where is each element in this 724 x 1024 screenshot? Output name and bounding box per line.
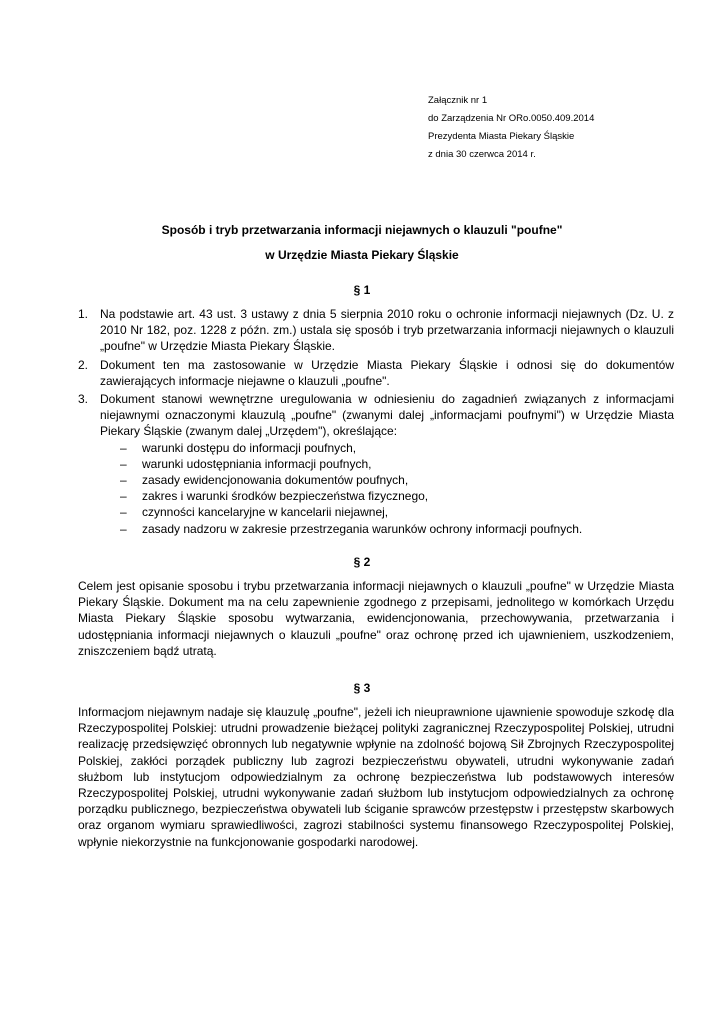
section-3-mark: § 3 (353, 681, 371, 695)
header-ordinance-number: do Zarządzenia Nr ORo.0050.409.2014 (428, 113, 595, 124)
title-line-2: w Urzędzie Miasta Piekary Śląskie (265, 248, 459, 262)
list-item-number: 1. (78, 307, 89, 321)
bullet-text: zasady nadzoru w zakresie przestrzegania warunków ochrony informacji poufnych. (142, 521, 583, 536)
list-item (78, 357, 674, 389)
dash-bullet: – (120, 440, 127, 455)
list-item-text: Dokument ten ma zastosowanie w Urzędzie Miasta Piekary Śląskie i odnosi się do dokumentów zawierających informacje niejawne o klauzuli „poufne". (100, 357, 674, 388)
list-item-number: 2. (78, 357, 89, 372)
list-item (78, 391, 674, 537)
bullet-text: zasady ewidencjonowania dokumentów poufnych, (142, 473, 409, 488)
section-1-list (78, 306, 674, 537)
bullet-text: warunki dostępu do informacji poufnych, (142, 440, 357, 455)
bullet-text: czynności kancelaryjne w kancelarii niejawnej, (142, 505, 389, 520)
bullet-item (100, 440, 674, 456)
section-1-bullets (100, 440, 674, 537)
list-item (78, 306, 674, 355)
list-item-number: 3. (78, 392, 89, 407)
bullet-item (100, 504, 674, 520)
bullet-item (100, 521, 674, 537)
header-date: z dnia 30 czerwca 2014 r. (428, 149, 536, 160)
dash-bullet: – (120, 473, 127, 488)
dash-bullet: – (120, 456, 127, 471)
attachment-header (428, 92, 594, 164)
title-line-1: Sposób i tryb przetwarzania informacji niejawnych o klauzuli "poufne" (161, 223, 563, 237)
section-3-paragraph: Informacjom niejawnym nadaje się klauzulę „poufne", jeżeli ich nieuprawnione ujawnienie spowoduje szkodę dla Rzeczypospolitej Polskiej: utrudni prowadzenie bieżącej polityki zagranicznej Rzeczypospolitej Polskiej, utrudni realizację przedsięwzięć obronnych lub negatywnie wpłynie na zdolność bojową Sił Zbrojnych Rzeczypospolitej Polskiej, zakłóci porządek publiczny lub zagrozi bezpieczeństwu obywateli, utrudni wykonywanie zadań służbom lub instytucjom odpowiedzialnym za ochronę bezpieczeństwa lub podstawowych interesów Rzeczypospolitej Polskiej, utrudni wykonywanie zadań służbom lub instytucjom odpowiedzialnych za ochronę porządku publicznego, bezpieczeństwa obywateli lub ściganie sprawców przestępstw i przestępstw skarbowych oraz organom wymiaru sprawiedliwości, zagrozi stabilności systemu finansowego Rzeczypospolitej Polskiej, wpłynie niekorzystnie na funkcjonowanie gospodarki narodowej. (78, 705, 674, 849)
bullet-text: zakres i warunki środków bezpieczeństwa fizycznego, (142, 489, 429, 504)
dash-bullet: – (120, 505, 127, 520)
section-1-mark: § 1 (353, 283, 371, 297)
header-attachment-number: Załącznik nr 1 (428, 95, 488, 106)
dash-bullet: – (120, 489, 127, 504)
document-title (60, 218, 664, 268)
section-2-paragraph: Celem jest opisanie sposobu i trybu przetwarzania informacji niejawnych o klauzuli „poufne" w Urzędzie Miasta Piekary Śląskie. Dokument ma na celu zapewnienie zgodnego z przepisami, jednolitego w komórkach Urzędu Miasta Piekary Śląskie sposobu wytwarzania, ewidencjonowania, przechowywania, przetwarzania i udostępniania informacji niejawnych o klauzuli „poufne" oraz ochronę przed ich ujawnieniem, uszkodzeniem, zniszczeniem bądź utratą. (78, 579, 674, 658)
list-item-text: Na podstawie art. 43 ust. 3 ustawy z dnia 5 sierpnia 2010 roku o ochronie informacji niejawnych (Dz. U. z 2010 Nr 182, poz. 1228 z późn. zm.) ustala się sposób i tryb przetwarzania informacji niejawnych o klauzuli „poufne" w Urzędzie Miasta Piekary Śląskie. (100, 307, 674, 354)
list-item-text: Dokument stanowi wewnętrzne uregulowania w odniesieniu do zagadnień związanych z informacjami niejawnymi oznaczonymi klauzulą „poufne" (zwanymi dalej „informacjami poufnymi") w Urzędzie Miasta Piekary Śląskie (zwanym dalej „Urzędem"), określające: (100, 392, 674, 439)
bullet-item (100, 472, 674, 488)
header-issuer: Prezydenta Miasta Piekary Śląskie (428, 131, 575, 142)
bullet-text: warunki udostępniania informacji poufnych, (142, 456, 372, 471)
dash-bullet: – (120, 521, 127, 536)
bullet-item (100, 456, 674, 472)
bullet-item (100, 488, 674, 504)
section-2-mark: § 2 (353, 555, 371, 569)
